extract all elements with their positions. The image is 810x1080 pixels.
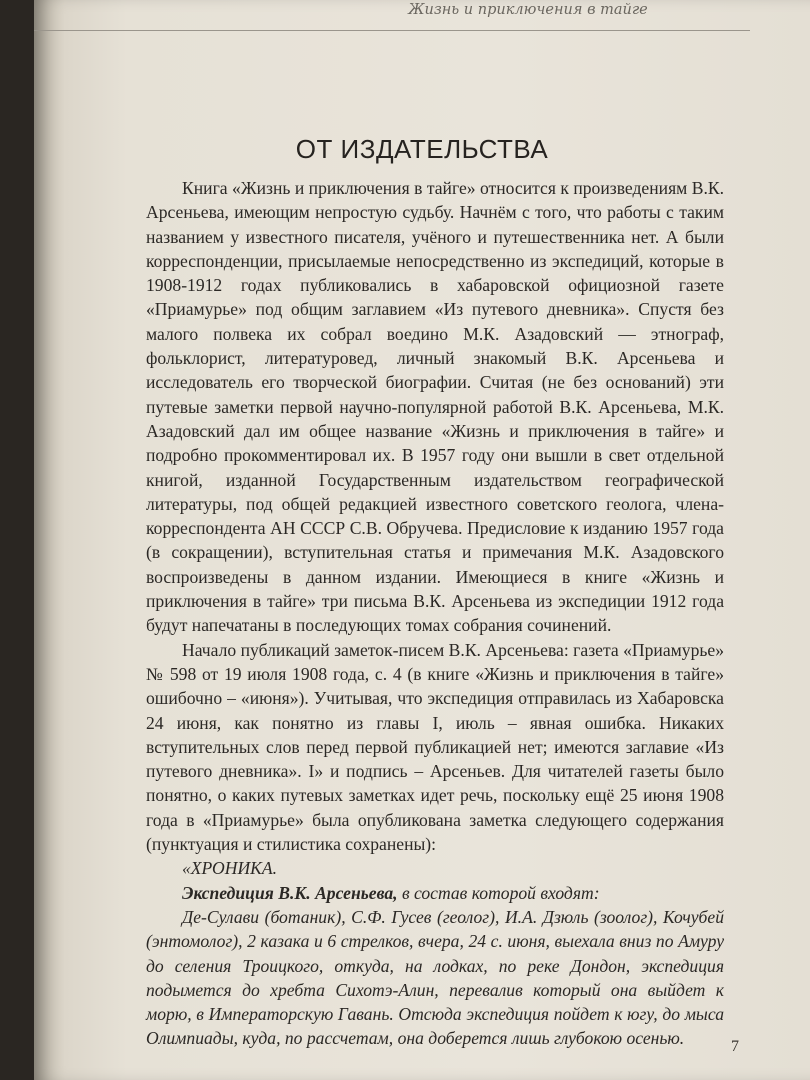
expedition-bold: Экспедиция В.К. Арсеньева, — [182, 882, 398, 903]
paragraph-2: Начало публикаций заметок-писем В.К. Арсеньева: газета «Приамурье» № 598 от 19 июля 1908 года, с. 4 (в книге «Жизнь и приключения в тайге» ошибочно – «июня»). Учитывая, что экспедиция отправилась из Хабаровска 24 июня, как понятно из главы I, июль – явная ошибка. Никаких вступительных слов перед первой публикацией нет; имеются заглавие «Из путевого дневника». I» и подпись – Арсеньев. Для читателей газеты было понятно, о каких путевых заметках идет речь, поскольку ещё 25 июня 1908 года в «Приамурье» была опубликована заметка следующего содержания (пунктуация и стилистика сохранены): — [146, 639, 724, 855]
paragraph-1: Книга «Жизнь и приключения в тайге» относится к произведениям В.К. Арсеньева, имеющим непростую судьбу. Начнём с того, что работы с таким названием у известного писателя, учёного и путешественника нет. А были корреспонденции, присылаемые непосредственно из экспедиций, которые в 1908-1912 годах публиковались в хабаровской официозной газете «Приамурье» под общим заглавием «Из путевого дневника». Спустя без малого полвека их собрал воедино М.К. Азадовский — этнограф, фольклорист, литературовед, личный знакомый В.К. Арсеньева и исследователь его творческой биографии. Считая (не без оснований) эти путевые заметки первой научно-популярной работой В.К. Арсеньева, М.К. Азадовский дал им общее название «Жизнь и приключения в тайге» и подробно прокомментировал их. В 1957 году они вышли в свет отдельной книгой, изданной Государственным издательством географической литературы, под общей редакцией известного советского геолога, члена-корреспондента АН СССР С.В. Обручева. Предисловие к изданию 1957 года (в сокращении), вступительная статья и примечания М.К. Азадовского воспроизведены в данном издании. Имеющиеся в книге «Жизнь и приключения в тайге» три письма В.К. Арсеньева из экспедиции 1912 года будут напечатаны в последующих томах собрания сочинений. — [146, 178, 724, 636]
paragraph-3: Де-Сулави (ботаник), С.Ф. Гусев (геолог), И.А. Дзюль (зоолог), Кочубей (энтомолог), 2 казака и 6 стрелков, вчера, 24 с. июня, выехала вниз по Амуру до селения Троицкого, откуда, на лодках, по реке Дондон, экспедиция подымется до хребта Сихотэ-Алин, перевалив который она выйдет к морю, в Императорскую Гавань. Отсюда экспедиция пойдет к югу, до мыса Олимпиады, куда, по рассчетам, она доберется лишь глубокою осенью. — [146, 906, 724, 1049]
page-number: 7 — [731, 1038, 739, 1055]
expedition-line — [146, 881, 724, 905]
running-head: Жизнь и приключения в тайге — [408, 2, 648, 18]
chronicle-heading: «ХРОНИКА. — [182, 858, 278, 879]
expedition-rest: в состав которой входят: — [397, 882, 600, 903]
body-text — [146, 176, 724, 1051]
book-page — [34, 0, 810, 1080]
section-title: ОТ ИЗДАТЕЛЬСТВА — [295, 134, 549, 164]
header-rule — [34, 30, 750, 31]
